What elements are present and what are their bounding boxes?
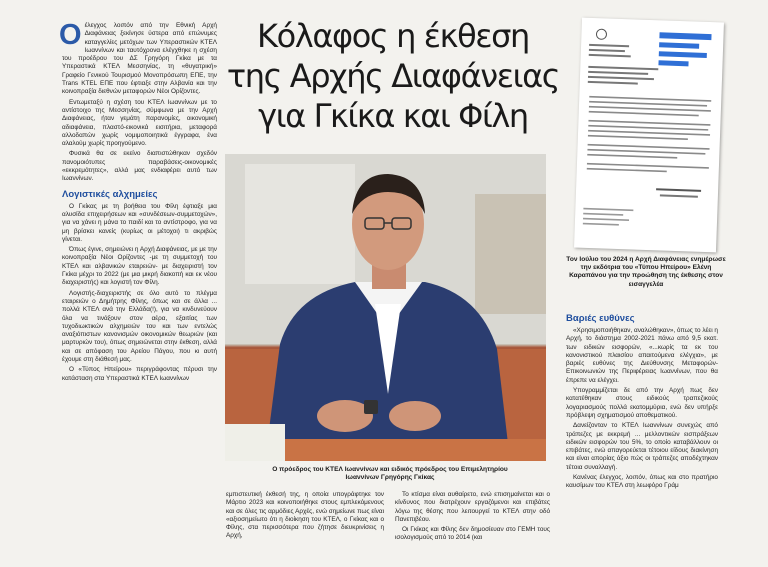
document-photo xyxy=(574,18,724,253)
paragraph: Ο Γκίκας με τη βοήθεια του Φίλη έφτιαξε μια αλυσίδα επιχειρήσεων και «συνδέσεων-συμμετοχών», για να χάνει η μάνα το παιδί και το αντίστροφο, για να μη βρίσκει κανείς (κυρίως οι μέτοχοι) τι ακριβώς γίνεται. xyxy=(62,202,217,243)
lead-paragraph: έλεγχος λοιπόν από την Εθνική Αρχή Διαφάνειας ξεκίνησε ύστερα από επώνυμες καταγγελίες μετόχων των Υπεραστικών ΚΤΕΛ Ιωαννίνων και ταυτόχρονα ελέγχθηκε η σχέση του προέδρου του ΔΣ Γρηγόρη Γκίκα με τα Υπεραστικά ΚΤΕΛ Μεσσηνίας, τη «θυγατρική» Γραφείο Γενικού Τουρισμού Μονοπρόσωπη ΕΠΕ, την Trans KTEL ΕΠΕ που έφτιαξε στην Αλβανία και την κοινοπραξία διεθνών μεταφορών Νέοι Ορίζοντες. xyxy=(62,22,217,96)
paragraph: «Χρησιμοποιήθηκαν, αναλώθηκαν», όπως το λέει η Αρχή, το διάστημα 2002-2021 πάνω από 9,5 εκατ. των ειδικών εισφορών, «...κωρίς τα εκ του κανονιστικού πλαισίου απαιτούμενα ελέγχια», με βαριές ευθύνες της Διεύθυνσης Μεταφορών-Επικοινωνιών της Περιφέρειας Ιωαννίνων, που θα έπρεπε να ελέγχει. xyxy=(566,327,718,384)
drop-cap: Ο xyxy=(59,19,82,51)
subheading: Λογιστικές αλχημείες xyxy=(62,188,158,200)
paragraph: Οι Γκίκας και Φίλης δεν δημοσίευαν στο ΓΕΜΗ τους ισολογισμούς από το 2014 (και xyxy=(395,526,550,542)
portrait-illustration xyxy=(225,154,546,461)
document-caption: Τον Ιούλιο του 2024 η Αρχή Διαφάνειας ενημέρωσε την εκδότρια του «Τύπου Ηπείρου» Ελένη Καραπάνου για την προώθηση της έκθεσης στον εισαγγελέα xyxy=(566,256,726,288)
middle-column-a xyxy=(226,491,384,543)
paragraph: Ο «Τύπος Ηπείρου» περιγράφοντας πέρυσι την κατάσταση στα Υπεραστικά ΚΤΕΛ Ιωαννίνων xyxy=(62,366,217,382)
paragraph: Υπογραμμίζεται δε από την Αρχή πως δεν κατατέθηκαν στους ειδικούς τραπεζικούς λογαριασμούς πολλά εκατομμύρια, ενώ δεν υπήρξε πρόβλεψη σχηματισμού αποθεματικού. xyxy=(566,387,718,419)
headline-line: της Αρχής Διαφάνειας xyxy=(226,57,560,95)
headline-line: για Γκίκα και Φίλη xyxy=(258,97,528,135)
paragraph: Όπως έγινε, σημειώνει η Αρχή Διαφάνειας, με με την κοινοπραξία Νέοι Ορίζοντες -με τη συμμετοχή του ΚΤΕΛ και αλβανικών εταιρειών- με διαχειριστή τον Γκίκα μέχρι το 2022 (με μια μικρή διακοπή και εκ νέου διαχειριστής) και λογιστή τον Φίλη. xyxy=(62,246,217,287)
right-column xyxy=(566,308,718,493)
paragraph: Το κτίσμα είναι αυθαίρετο, ενώ επισημαίνεται και ο κίνδυνος που διατρέχουν εργαζόμενοι και επιβάτες λόγω της θέσης που λειτουργεί το ΚΤΕΛ στην οδό Πανεπιβέου. xyxy=(395,491,550,523)
paragraph: Λογιστής-διαχειριστής σε όλο αυτό το πλέγμα εταιρειών ο Δημήτρης Φίλης, όπως και σε άλλα ... πολλά ΚΤΕΛ ανά την Ελλάδα(!), για να κινδυνεύουν όλα να τινάξουν στον αέρα, εξαιτίας των τυχοδιωκτικών αλχημειών του και των εντελώς αναξιόπιστων κανονισμών οικονομικών θεωριών (και μαρτυριών του), όπως σημειώνεται στην έκθεση, αλλά και σε απόφαση του Αρείου Πάγου, που κι αυτή έχουμε στη διάθεσή μας. xyxy=(62,289,217,363)
paragraph: Κανένας έλεγχος, λοιπόν, όπως και στο πρατήριο καυσίμων του ΚΤΕΛ στη λεωφόρο Γράμ xyxy=(566,474,718,490)
headline-line: Κόλαφος η έκθεση xyxy=(257,17,529,55)
document-illustration xyxy=(574,18,724,253)
portrait-photo xyxy=(225,154,546,461)
paragraph: Δανείζονταν το ΚΤΕΛ Ιωαννίνων συνεχώς από τράπεζες με εκκρεμή ... μελλοντικών εισπράξεων ειδικών εισφορών του 5%, το οποίο καταβάλλουν οι επιβάτες, ενώ απαγορεύεται τέτοιου είδους διακίνηση και είναι απορίας άξιο πώς οι τράπεζες αποδέχτηκαν τέτοια συναλλαγή. xyxy=(566,422,718,471)
paragraph: Φυσικά θα σε εκείνο διαπιστώθηκαν σχεδόν πανομοιότυπες παραβάσεις-οικονομικές «εκκρεμότητες», αλλά μας ενδιαφέρει αυτό των Ιωαννίνων. xyxy=(62,150,217,183)
paragraph: Εντωμεταξύ η σχέση του ΚΤΕΛ Ιωαννίνων με το αντίστοιχο της Μεσσηνίας, σύμφωνα με την Αρχή Διαφάνειας, ήταν γεμάτη παρανομίες, οικονομική αδιαφάνεια, πλαστό-εικονικά εισιτήρια, μεταφορά αλλοδαπών χωρίς νομιμοποιητικά έγγραφα, ένα αλαλούμ χωρίς προηγούμενο. xyxy=(62,98,217,148)
left-column xyxy=(59,19,217,385)
headline xyxy=(226,16,560,136)
photo-caption: Ο πρόεδρος του ΚΤΕΛ Ιωαννίνων και ειδικός πρόεδρος του Επιμελητηρίου Ιωαννίνων Γρηγόρης Γκίκας xyxy=(272,466,508,482)
paragraph: εμπιστευτική έκθεσή της, η οποία υπογράφτηκε τον Μάρτιο 2023 και κοινοποιήθηκε στους εμπλεκόμενους και σε όλες τις αρμόδιες Αρχές, ενώ σημείωνε πως είναι «αξιοσημείωτο ότι η διοίκηση του ΚΤΕΛ, ο Γκίκας και ο Φίλης, στα περισσότερα που ζήτησε διευκρινίσεις η Αρχή, xyxy=(226,491,384,540)
subheading: Βαριές ευθύνες xyxy=(566,313,635,324)
middle-column-b xyxy=(395,491,550,545)
